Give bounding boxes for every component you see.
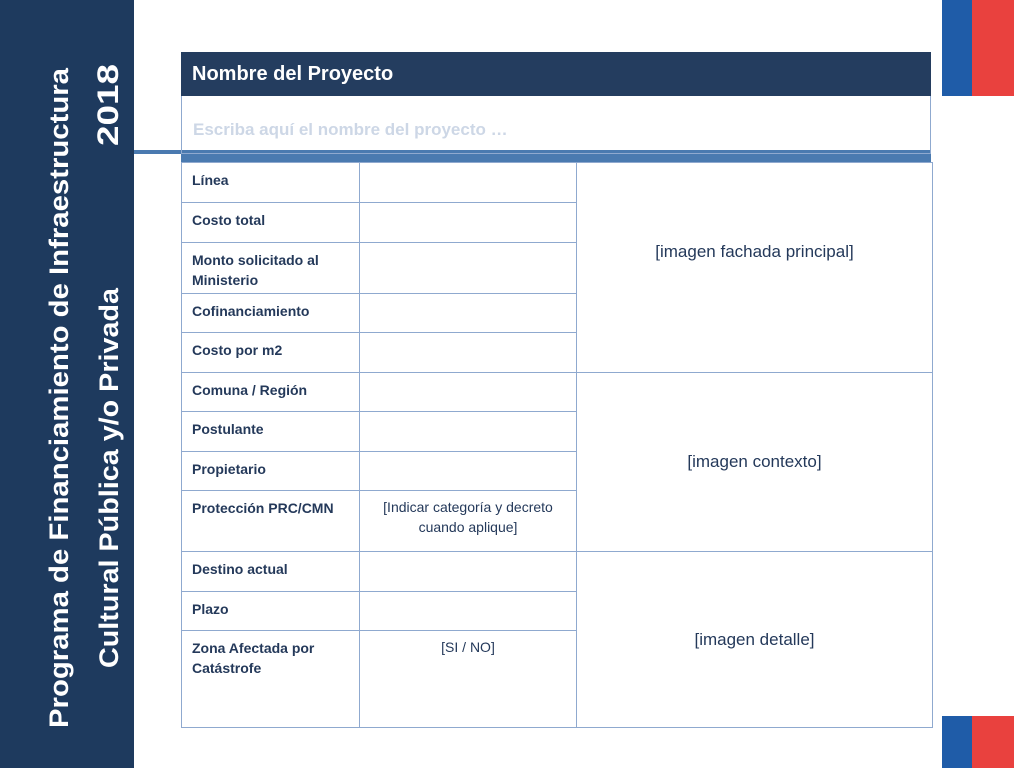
field-value-comuna-region[interactable] (360, 373, 577, 412)
field-value-proteccion[interactable]: [Indicar categoría y decreto cuando aplique] (360, 491, 577, 552)
field-value-destino-actual[interactable] (360, 552, 577, 592)
field-value-costo-m2[interactable] (360, 333, 577, 373)
image-context-placeholder[interactable] (577, 373, 933, 552)
image-detail-placeholder[interactable] (577, 552, 933, 728)
field-label-proteccion: Protección PRC/CMN (182, 491, 360, 552)
side-title-line2: Cultural Pública y/o Privada (94, 310, 124, 668)
side-title-line1: Programa de Financiamiento de Infraestructura (44, 120, 74, 728)
field-value-zona-afectada[interactable]: [SI / NO] (360, 631, 577, 728)
side-title (30, 16, 126, 732)
name-divider (181, 154, 931, 162)
flag-decoration-top (942, 0, 1014, 96)
image-detail-label: [imagen detalle] (694, 629, 815, 649)
side-title-svg (30, 16, 126, 732)
image-context-label: [imagen contexto] (687, 452, 822, 471)
field-label-monto-solicitado: Monto solicitado al Ministerio (182, 243, 360, 294)
field-label-costo-total: Costo total (182, 203, 360, 243)
side-title-year: 2018 (92, 79, 125, 146)
field-label-cofinanciamiento: Cofinanciamiento (182, 294, 360, 333)
field-label-plazo: Plazo (182, 592, 360, 631)
field-value-monto-solicitado[interactable] (360, 243, 577, 294)
field-label-linea: Línea (182, 163, 360, 203)
field-value-cofinanciamiento[interactable] (360, 294, 577, 333)
field-label-zona-afectada: Zona Afectada por Catástrofe (182, 631, 360, 728)
field-value-postulante[interactable] (360, 412, 577, 452)
field-label-comuna-region: Comuna / Región (182, 373, 360, 412)
project-data-table (181, 162, 933, 728)
project-name-field[interactable]: Escriba aquí el nombre del proyecto … (181, 96, 931, 154)
field-value-plazo[interactable] (360, 592, 577, 631)
project-name-header: Nombre del Proyecto (181, 52, 931, 96)
image-main-label: [imagen fachada principal] (655, 241, 854, 261)
field-value-costo-total[interactable] (360, 203, 577, 243)
field-label-propietario: Propietario (182, 452, 360, 491)
field-value-linea[interactable] (360, 163, 577, 203)
field-value-propietario[interactable] (360, 452, 577, 491)
field-label-postulante: Postulante (182, 412, 360, 452)
image-main-placeholder[interactable] (577, 163, 933, 373)
sidebar-panel (0, 0, 134, 768)
field-label-costo-m2: Costo por m2 (182, 333, 360, 373)
field-label-destino-actual: Destino actual (182, 552, 360, 592)
flag-decoration-bottom (942, 716, 1014, 768)
